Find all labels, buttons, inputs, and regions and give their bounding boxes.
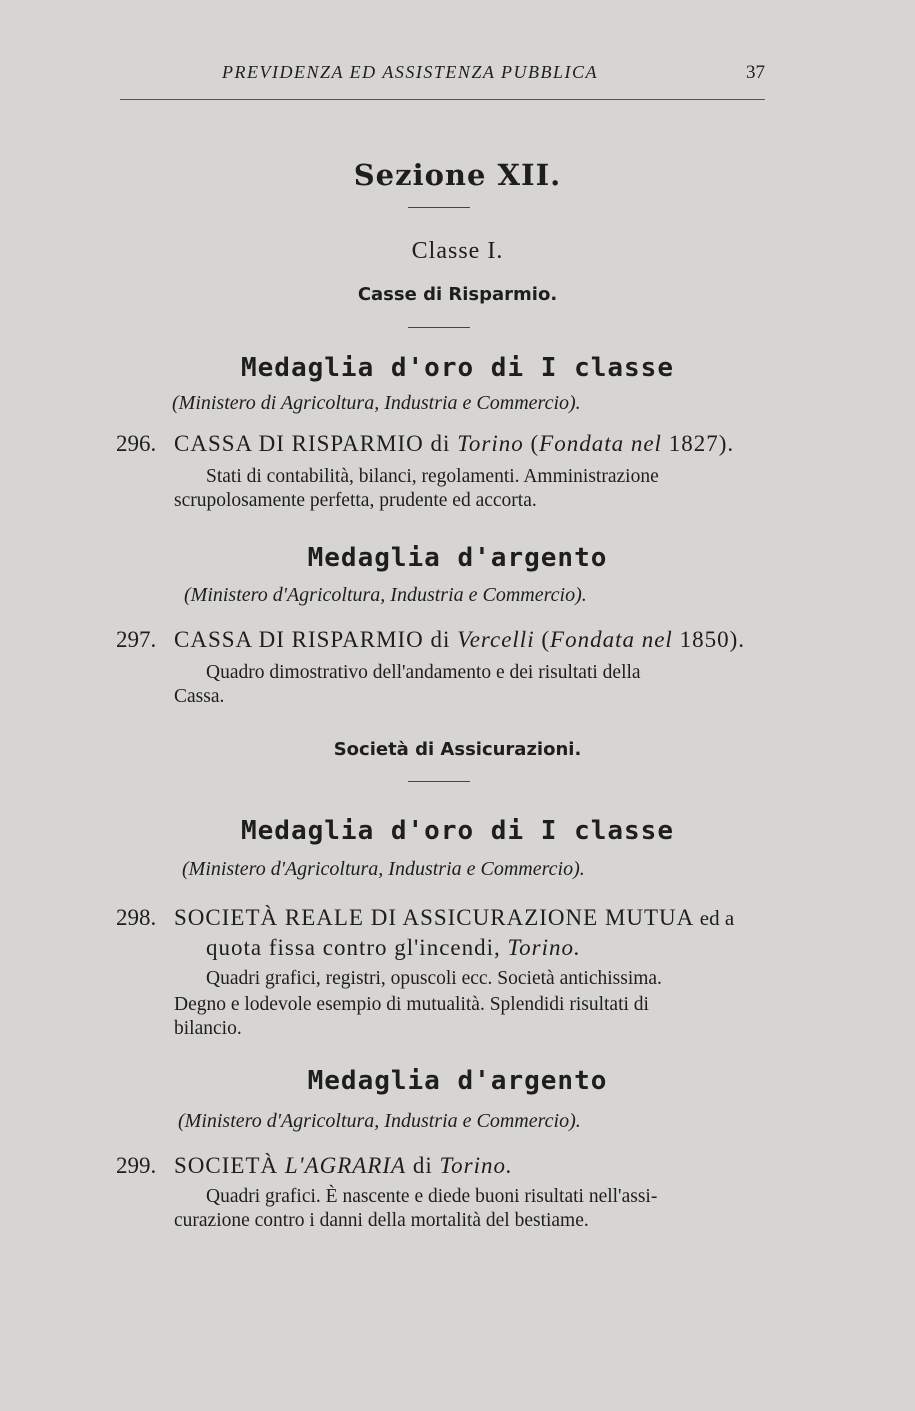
medal-heading: Medaglia d'argento [307, 543, 608, 573]
entry-title-continued: quota fissa contro gl'incendi, Torino. [206, 935, 581, 960]
entry-number: 298. [116, 905, 157, 930]
class-heading: Classe I. [411, 238, 504, 264]
entry-description: bilancio. [174, 1018, 242, 1039]
entry-description: Cassa. [174, 686, 225, 707]
entry-title: SOCIETÀ L'AGRARIA di Torino. [174, 1153, 513, 1178]
running-header: PREVIDENZA ED ASSISTENZA PUBBLICA [222, 62, 598, 82]
entry-description: Stati di contabilità, bilanci, regolamenti. Amministrazione [206, 466, 659, 487]
header-rule [120, 99, 765, 100]
entry-number: 296. [116, 431, 157, 456]
entry-title: SOCIETÀ REALE DI ASSICURAZIONE MUTUA ed a [174, 905, 735, 930]
entry-description: Quadri grafici, registri, opuscoli ecc. Società antichissima. [206, 968, 662, 989]
ministry-line: (Ministero di Agricoltura, Industria e Commercio). [172, 392, 581, 414]
entry-title: CASSA DI RISPARMIO di Vercelli (Fondata nel 1850). [174, 627, 745, 652]
entry-title: CASSA DI RISPARMIO di Torino (Fondata nel 1827). [174, 431, 735, 456]
entry-number: 297. [116, 627, 157, 652]
ministry-line: (Ministero d'Agricoltura, Industria e Commercio). [184, 584, 587, 606]
divider [408, 207, 470, 208]
divider [408, 781, 470, 782]
category-heading: Casse di Risparmio. [357, 284, 558, 305]
entry-description: Quadro dimostrativo dell'andamento e dei risultati della [206, 662, 641, 683]
entry-description: Degno e lodevole esempio di mutualità. Splendidi risultati di [174, 994, 649, 1015]
ministry-line: (Ministero d'Agricoltura, Industria e Commercio). [182, 858, 585, 880]
entry-description: scrupolosamente perfetta, prudente ed accorta. [174, 490, 537, 511]
section-title: Sezione XII. [353, 158, 562, 192]
entry-number: 299. [116, 1153, 157, 1178]
entry-description: curazione contro i danni della mortalità del bestiame. [174, 1210, 589, 1231]
divider [408, 327, 470, 328]
ministry-line: (Ministero d'Agricoltura, Industria e Commercio). [178, 1110, 581, 1132]
page-number: 37 [746, 62, 765, 83]
medal-heading: Medaglia d'oro di I classe [241, 816, 674, 846]
entry-description: Quadri grafici. È nascente e diede buoni risultati nell'assi- [206, 1186, 658, 1207]
medal-heading: Medaglia d'oro di I classe [241, 353, 674, 383]
category-heading: Società di Assicurazioni. [333, 739, 582, 760]
medal-heading: Medaglia d'argento [307, 1066, 608, 1096]
